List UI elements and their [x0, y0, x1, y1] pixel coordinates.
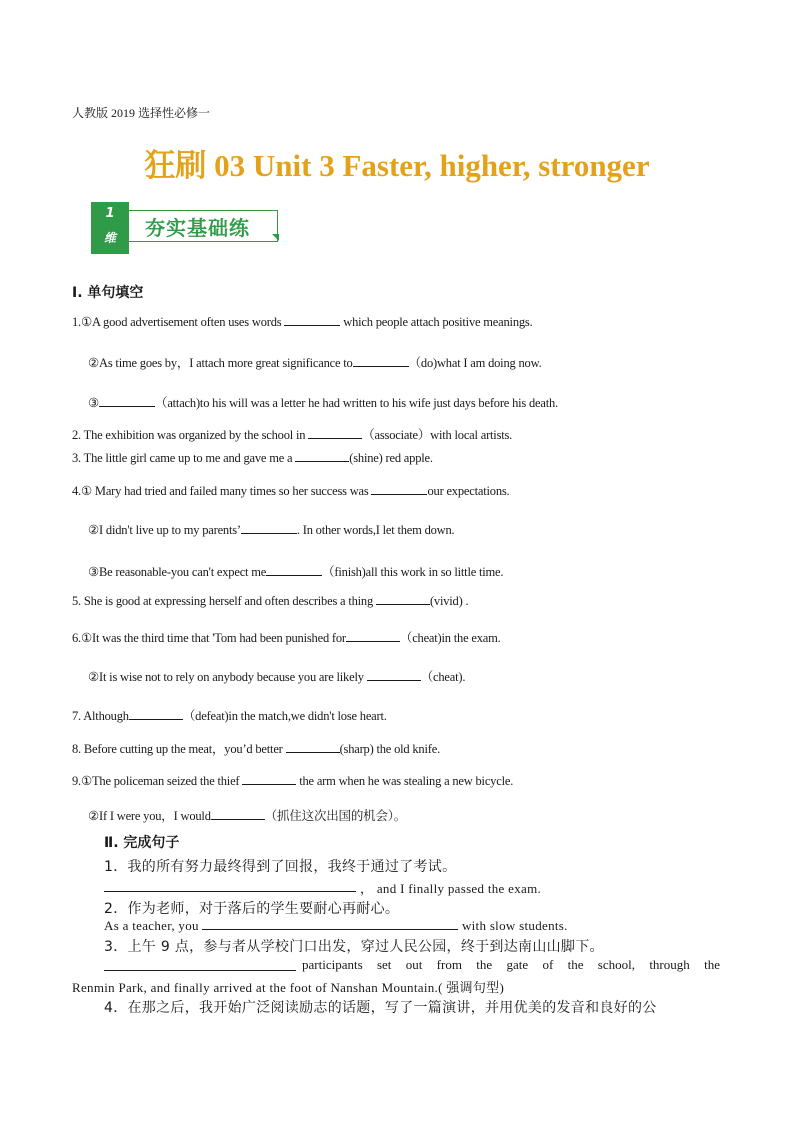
question-text: 5. She is good at expressing herself and often describes a thing: [72, 594, 376, 608]
question-text: （抓住这次出国的机会）。: [264, 809, 407, 823]
question-5: [72, 594, 468, 609]
word: gate: [506, 957, 529, 972]
answer-blank[interactable]: [286, 742, 340, 753]
word: of: [542, 957, 554, 972]
answer-blank[interactable]: [371, 484, 427, 495]
badge-unit: 维: [103, 231, 116, 245]
question-text: . In other words,I let them down.: [296, 523, 455, 537]
answer-blank[interactable]: [241, 523, 297, 534]
answer-blank[interactable]: [353, 356, 409, 367]
badge-number-block: [91, 202, 129, 254]
question-text: 8. Before cutting up the meat，you’d better: [72, 742, 286, 756]
question-text: ②If I were you，I would: [88, 809, 211, 823]
sentence-4-chinese: 4．在那之后，我开始广泛阅读励志的话题，写了一篇演讲，并用优美的发音和良好的公: [104, 1000, 657, 1016]
question-text: 1.①A good advertisement often uses words: [72, 315, 285, 329]
question-text: (sharp) the old knife.: [339, 742, 440, 756]
answer-blank[interactable]: [346, 631, 400, 642]
sentence-3-chinese: 3．上午 9 点，参与者从学校门口出发，穿过人民公园，终于到达南山山脚下。: [104, 939, 604, 955]
sentence-2-english: [104, 918, 568, 934]
section-heading-fill-in: I. 单句填空: [72, 285, 144, 301]
answer-blank[interactable]: [99, 396, 155, 407]
sentence-1-english: ， and I finally passed the exam.: [360, 881, 542, 896]
word: through: [649, 957, 690, 972]
answer-blank[interactable]: [308, 428, 362, 439]
word: set: [376, 957, 392, 972]
answer-blank[interactable]: [211, 809, 265, 820]
answer-line[interactable]: [104, 970, 296, 971]
question-text: （defeat)in the match,we didn't lose heart.: [182, 709, 387, 723]
question-6b: [88, 667, 465, 685]
question-text: the arm when he was stealing a new bicycle.: [296, 774, 514, 788]
answer-blank[interactable]: [202, 919, 458, 930]
answer-blank[interactable]: [367, 670, 421, 681]
question-text: ②It is wise not to rely on anybody because you are likely: [88, 670, 367, 684]
word: the: [704, 957, 720, 972]
answer-blank[interactable]: [376, 594, 430, 605]
question-7: [72, 706, 387, 724]
document-header-tag: 人教版 2019 选择性必修一: [72, 106, 211, 120]
page-title: 狂刷 03 Unit 3 Faster, higher, stronger: [144, 148, 650, 183]
word: school,: [597, 957, 635, 972]
question-text: which people attach positive meanings.: [340, 315, 533, 329]
sentence-text: with slow students.: [461, 918, 568, 933]
word: the: [476, 957, 493, 972]
question-text: 3. The little girl came up to me and gave me a: [72, 451, 296, 465]
question-2: [72, 425, 512, 443]
word: participants: [302, 957, 363, 972]
answer-blank[interactable]: [242, 774, 296, 785]
question-4b: [88, 522, 454, 538]
sentence-1-chinese: 1．我的所有努力最终得到了回报，我终于通过了考试。: [104, 859, 457, 875]
badge-number: 1: [105, 206, 115, 221]
answer-blank[interactable]: [266, 565, 322, 576]
question-4c: [88, 562, 503, 580]
sentence-3-english-line2: Renmin Park, and finally arrived at the foot of Nanshan Mountain.( 强调句型): [72, 980, 505, 995]
question-text: (vivid) .: [429, 594, 469, 608]
question-text: (shine) red apple.: [349, 451, 433, 465]
answer-blank[interactable]: [284, 315, 340, 326]
question-text: ②As time goes by，I attach more great significance to: [88, 356, 353, 370]
question-text: （cheat).: [420, 670, 466, 684]
question-6a: [72, 628, 501, 646]
question-9a: [72, 773, 513, 789]
badge-label: 夯实基础练: [145, 216, 250, 240]
question-1a: [72, 314, 533, 330]
question-text: 4.① Mary had tried and failed many times so her success was: [72, 484, 372, 498]
question-1b: [88, 353, 542, 371]
question-text: （finish)all this work in so little time.: [322, 565, 504, 579]
sentence-3-english-line1: [302, 957, 720, 973]
question-text: （attach)to his will was a letter he had written to his wife just days before his death.: [155, 396, 558, 410]
question-text: 7. Although: [72, 709, 129, 723]
question-1c: [88, 393, 558, 411]
question-text: 6.①It was the third time that 'Tom had been punished for: [72, 631, 346, 645]
question-4a: [72, 483, 509, 499]
word: out: [405, 957, 423, 972]
section-badge: [91, 202, 287, 256]
question-text: ③Be reasonable-you can't expect me: [88, 565, 267, 579]
question-text: （do)what I am doing now.: [408, 356, 542, 370]
answer-blank[interactable]: [129, 709, 183, 720]
question-3: [72, 451, 433, 466]
answer-blank[interactable]: [295, 451, 349, 462]
badge-corner-mark: [272, 234, 279, 241]
question-text: ③: [88, 396, 100, 410]
question-text: ②I didn't live up to my parents’: [88, 523, 241, 537]
question-9b: [88, 806, 406, 824]
question-text: 2. The exhibition was organized by the school in: [72, 428, 309, 442]
word: the: [567, 957, 584, 972]
question-text: （cheat)in the exam.: [399, 631, 501, 645]
sentence-text: As a teacher, you: [104, 918, 199, 933]
section-heading-complete-sentences: Ⅱ. 完成句子: [104, 835, 180, 851]
question-8: [72, 739, 440, 757]
question-text: （associate）with local artists.: [362, 428, 513, 442]
sentence-2-chinese: 2．作为老师，对于落后的学生要耐心再耐心。: [104, 901, 400, 917]
word: from: [436, 957, 462, 972]
answer-line[interactable]: [104, 891, 356, 892]
question-text: our expectations.: [427, 484, 510, 498]
question-text: 9.①The policeman seized the thief: [72, 774, 243, 788]
